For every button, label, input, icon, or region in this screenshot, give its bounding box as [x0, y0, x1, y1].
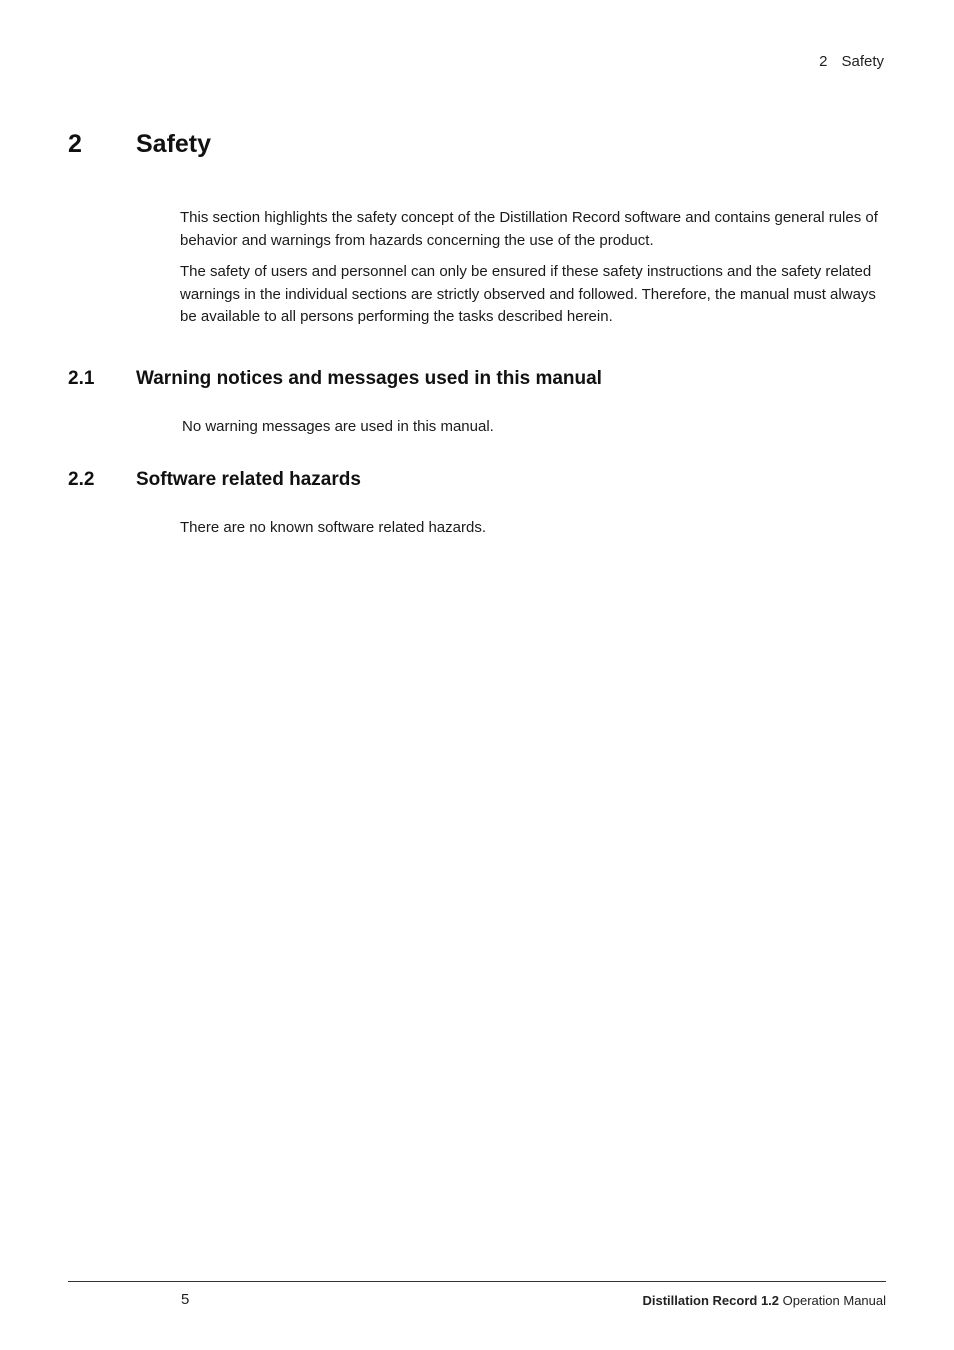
intro-paragraph-2: The safety of users and personnel can only be ensured if these safety instructions and the safety related warnings in the individual sections are strictly observed and followed. Therefore, the manual must always be available to all persons performing the tasks described herein. — [180, 263, 876, 325]
running-header-chapter-number: 2 — [819, 53, 828, 70]
running-header-chapter-title: Safety — [841, 53, 884, 70]
section-2-2-text: There are no known software related hazards. — [180, 519, 486, 536]
chapter-number: 2 — [68, 130, 82, 158]
footer-product-name: Distillation Record 1.2 — [642, 1293, 780, 1308]
section-title: Software related hazards — [136, 469, 361, 490]
section-title: Warning notices and messages used in this manual — [136, 368, 602, 389]
footer-document-title — [642, 1293, 886, 1308]
section-number: 2.2 — [68, 469, 95, 490]
section-number: 2.1 — [68, 368, 95, 389]
section-2-1-text: No warning messages are used in this manual. — [182, 418, 494, 435]
footer-divider — [68, 1281, 886, 1282]
footer-doc-type: Operation Manual — [782, 1293, 886, 1308]
intro-paragraph-1: This section highlights the safety concept of the Distillation Record software and contains general rules of behavior and warnings from hazards concerning the use of the product. — [180, 209, 878, 249]
running-header — [819, 53, 884, 70]
page-number: 5 — [181, 1291, 190, 1308]
chapter-title: Safety — [136, 130, 212, 158]
